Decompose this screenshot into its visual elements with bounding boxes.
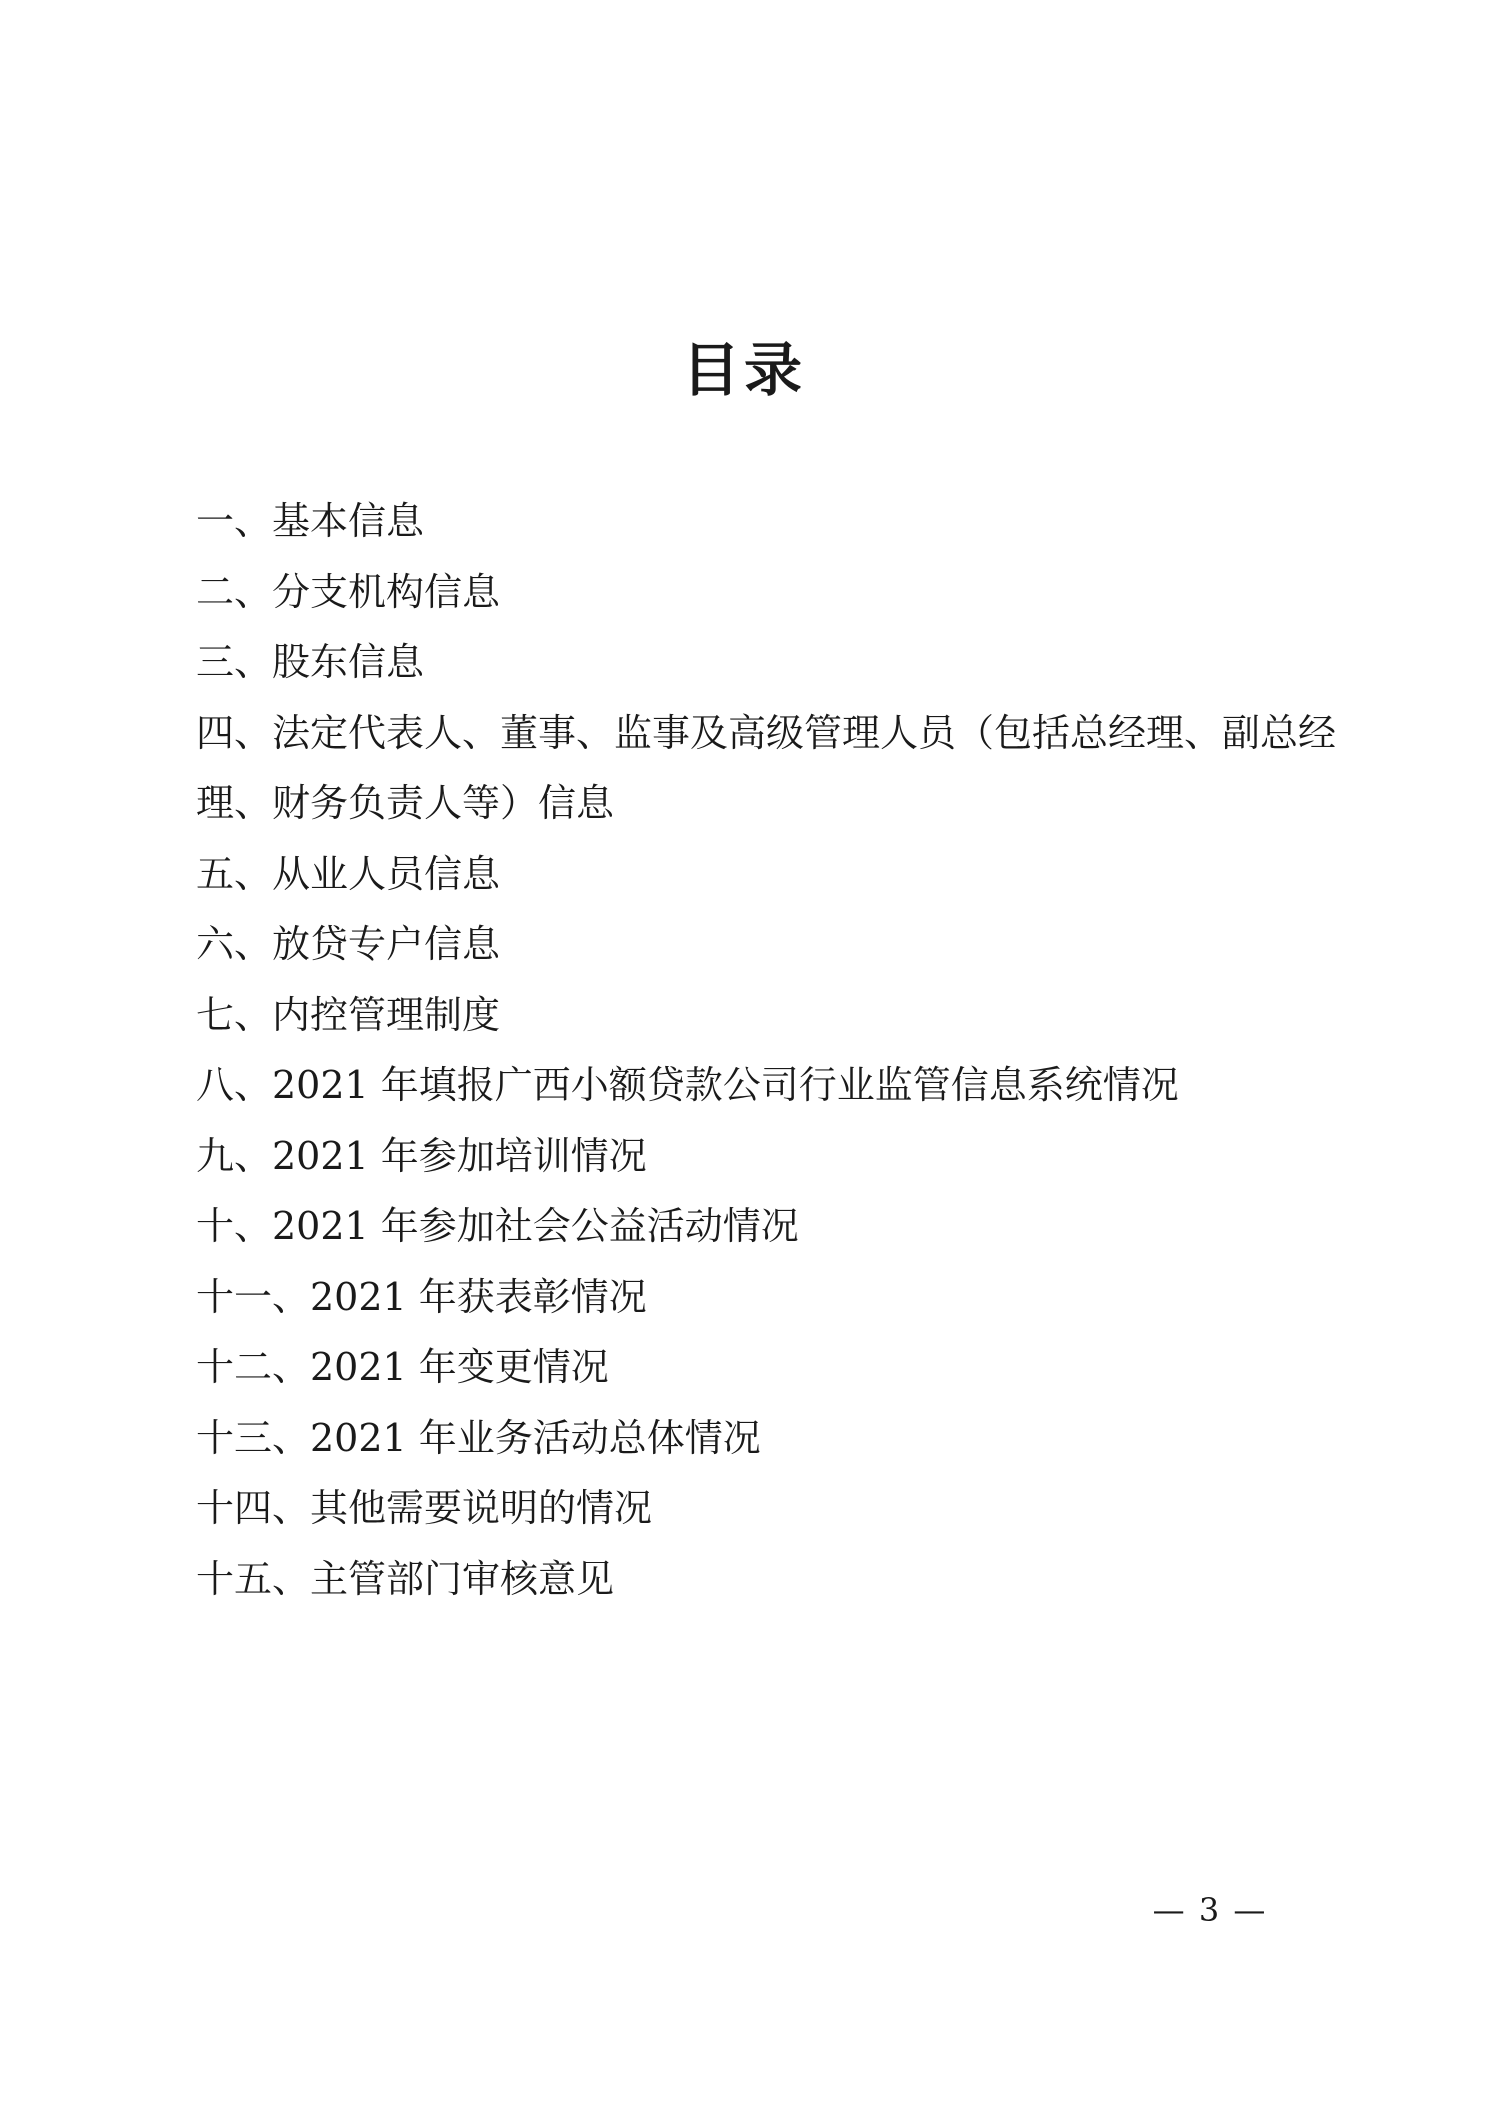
toc-item: 八、2021 年填报广西小额贷款公司行业监管信息系统情况 [196, 1063, 1179, 1107]
toc-item: 九、2021 年参加培训情况 [196, 1133, 647, 1178]
page-title: 目录 [681, 336, 806, 404]
toc-item: 七、内控管理制度 [196, 992, 501, 1037]
toc-item: 十四、其他需要说明的情况 [196, 1486, 653, 1530]
toc-item: 一、基本信息 [196, 499, 425, 543]
toc-item: 十三、2021 年业务活动总体情况 [196, 1415, 761, 1460]
page-number: — 3 — [1152, 1891, 1268, 1929]
toc-item: 六、放贷专户信息 [196, 922, 501, 966]
toc-item: 四、法定代表人、董事、监事及高级管理人员（包括总经理、副总经理、财务负责人等）信息 [196, 710, 1337, 825]
table-of-contents [196, 486, 1336, 1614]
toc-item: 十一、2021 年获表彰情况 [196, 1274, 647, 1319]
toc-item: 五、从业人员信息 [196, 851, 501, 896]
toc-item: 十、2021 年参加社会公益活动情况 [196, 1204, 799, 1248]
toc-item: 十五、主管部门审核意见 [196, 1556, 615, 1601]
toc-item: 三、股东信息 [196, 640, 425, 684]
toc-item: 二、分支机构信息 [196, 569, 501, 614]
toc-item: 十二、2021 年变更情况 [196, 1345, 609, 1389]
